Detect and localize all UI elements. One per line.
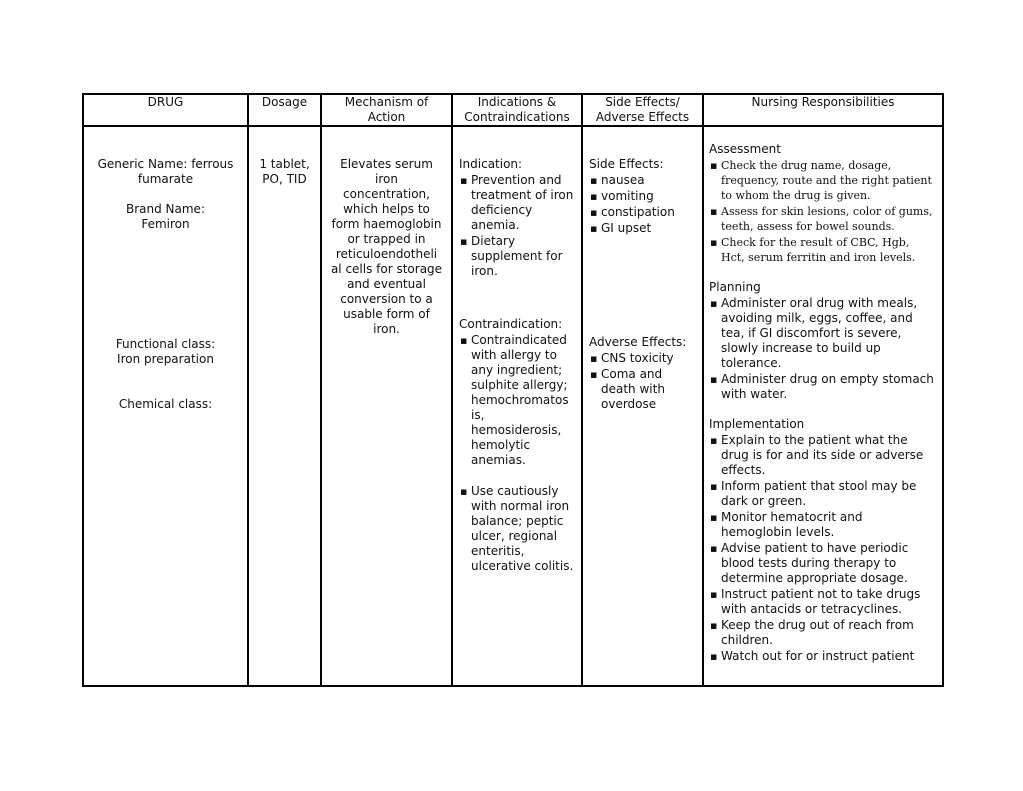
adverse-effect-item: ▪ Coma and death with overdose <box>589 367 698 412</box>
implementation-item: ▪ Watch out for or instruct patient <box>709 649 936 664</box>
implementation-item: ▪ Instruct patient not to take drugs with antacids or tetracyclines. <box>709 587 936 617</box>
adverse-effects-label: Adverse Effects: <box>589 335 687 349</box>
header-drug: DRUG <box>83 94 248 126</box>
indications-cell <box>452 126 582 686</box>
dosage-text: 1 tablet, PO, TID <box>259 157 310 186</box>
drug-study-table <box>82 93 944 687</box>
planning-item: ▪ Administer oral drug with meals, avoiding milk, eggs, coffee, and tea, if GI discomfort is severe, slowly increase to build up tolerance. <box>709 296 936 371</box>
planning-item: ▪ Administer drug on empty stomach with water. <box>709 372 936 402</box>
mechanism-text: Elevates serum iron concentration, which helps to form haemoglobin or trapped in reticuloendotheli al cells for storage and eventual conversion to a usable form of iron. <box>330 157 443 336</box>
dosage-cell <box>248 126 321 686</box>
side-effect-item: ▪ GI upset <box>589 221 698 236</box>
assessment-item: ▪ Check for the result of CBC, Hgb, Hct, serum ferritin and iron levels. <box>709 235 936 265</box>
contraindication-list <box>459 333 577 468</box>
header-row <box>83 94 943 126</box>
indication-label: Indication: <box>459 157 523 171</box>
implementation-item: ▪ Explain to the patient what the drug is for and its side or adverse effects. <box>709 433 936 478</box>
assessment-item: ▪ Check the drug name, dosage, frequency, route and the right patient to whom the drug is given. <box>709 158 936 203</box>
assessment-label: Assessment <box>709 142 781 156</box>
adverse-effects-list <box>589 351 698 412</box>
implementation-item: ▪ Advise patient to have periodic blood tests during therapy to determine appropriate dosage. <box>709 541 936 586</box>
side-effect-item: ▪ nausea <box>589 173 698 188</box>
side-effects-list <box>589 173 698 236</box>
header-side-effects: Side Effects/ Adverse Effects <box>582 94 703 126</box>
header-nursing: Nursing Responsibilities <box>703 94 943 126</box>
contraindication-label: Contraindication: <box>459 317 563 331</box>
planning-label: Planning <box>709 280 761 294</box>
implementation-item: ▪ Monitor hematocrit and hemoglobin levels. <box>709 510 936 540</box>
functional-class-label: Functional class: <box>115 337 216 351</box>
caution-item: ▪ Use cautiously with normal iron balance; peptic ulcer, regional enteritis, ulcerative colitis. <box>459 484 577 574</box>
indication-list <box>459 173 577 279</box>
chemical-class-label: Chemical class: <box>118 397 213 411</box>
header-dosage: Dosage <box>248 94 321 126</box>
header-mechanism: Mechanism of Action <box>321 94 452 126</box>
mechanism-cell <box>321 126 452 686</box>
header-indications: Indications & Contraindications <box>452 94 582 126</box>
contraindication-item: ▪ Contraindicated with allergy to any ingredient; sulphite allergy; hemochromatos is, hemosiderosis, hemolytic anemias. <box>459 333 577 468</box>
caution-list <box>459 484 577 574</box>
side-effects-label: Side Effects: <box>589 157 664 171</box>
assessment-list <box>709 158 936 265</box>
implementation-item: ▪ Keep the drug out of reach from children. <box>709 618 936 648</box>
drug-cell <box>83 126 248 686</box>
brand-name: Femiron <box>141 217 190 231</box>
planning-list <box>709 296 936 402</box>
implementation-item: ▪ Inform patient that stool may be dark or green. <box>709 479 936 509</box>
brand-name-label: Brand Name: <box>125 202 205 216</box>
nursing-cell <box>703 126 943 686</box>
implementation-list <box>709 433 936 665</box>
side-effect-item: ▪ constipation <box>589 205 698 220</box>
implementation-label: Implementation <box>709 417 805 431</box>
adverse-effect-item: ▪ CNS toxicity <box>589 351 698 366</box>
indication-item: ▪ Dietary supplement for iron. <box>459 234 577 279</box>
indication-item: ▪ Prevention and treatment of iron deficiency anemia. <box>459 173 577 233</box>
side-effect-item: ▪ vomiting <box>589 189 698 204</box>
generic-name: Generic Name: ferrous fumarate <box>97 157 234 186</box>
content-row <box>83 126 943 686</box>
assessment-item: ▪ Assess for skin lesions, color of gums, teeth, assess for bowel sounds. <box>709 204 936 234</box>
functional-class: Iron preparation <box>117 352 214 366</box>
side-effects-cell <box>582 126 703 686</box>
